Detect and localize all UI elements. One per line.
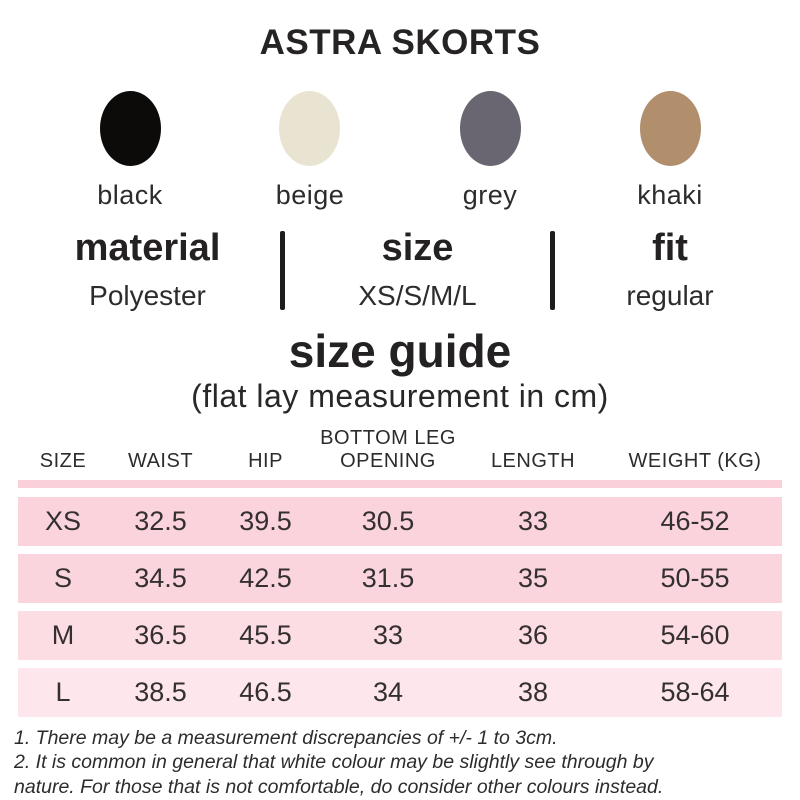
cell-m-length: 36 (517, 619, 549, 650)
page-title: ASTRA SKORTS (259, 23, 541, 62)
cell-s-bottom-leg-opening: 31.5 (361, 562, 415, 593)
cell-s-waist: 34.5 (134, 562, 187, 593)
grey-color-swatch-icon (460, 91, 521, 166)
cell-xs-bottom-leg-opening: 30.5 (361, 505, 415, 536)
table-accent-bar (18, 480, 782, 488)
swatch-beige (276, 91, 345, 211)
attribute-material-label: material (74, 227, 221, 269)
swatch-label-beige: beige (275, 180, 345, 210)
footnotes (14, 726, 714, 800)
attributes-row (15, 227, 785, 312)
swatch-khaki (637, 91, 703, 211)
swatch-label-black: black (97, 180, 163, 210)
cell-m-waist: 36.5 (134, 619, 187, 650)
table-row-l (18, 668, 782, 717)
attribute-size-value: XS/S/M/L (358, 279, 477, 311)
cell-l-size: L (55, 676, 71, 707)
khaki-color-swatch-icon (640, 91, 701, 166)
cell-s-length: 35 (517, 562, 549, 593)
swatch-label-khaki: khaki (637, 180, 703, 210)
cell-m-weight: 54-60 (660, 619, 730, 650)
cell-m-size: M (51, 619, 75, 650)
cell-xs-length: 33 (517, 505, 549, 536)
table-row-s (18, 554, 782, 603)
cell-l-weight: 58-64 (660, 676, 730, 707)
cell-xs-hip: 39.5 (239, 505, 292, 536)
header-cell-size: SIZE (39, 449, 87, 472)
cell-l-hip: 46.5 (239, 676, 292, 707)
cell-s-hip: 42.5 (239, 562, 292, 593)
cell-l-waist: 38.5 (134, 676, 187, 707)
attribute-fit-label: fit (652, 227, 688, 269)
attribute-size-label: size (381, 227, 454, 269)
black-color-swatch-icon (100, 91, 161, 166)
cell-xs-waist: 32.5 (134, 505, 187, 536)
table-row-m (18, 611, 782, 660)
color-swatch-row (40, 91, 760, 211)
header-cell-hip: HIP (248, 449, 283, 472)
beige-color-swatch-icon (279, 91, 340, 166)
attribute-fit-value: regular (626, 279, 714, 311)
cell-s-weight: 50-55 (660, 562, 730, 593)
attribute-fit (555, 227, 785, 312)
cell-m-hip: 45.5 (239, 619, 292, 650)
size-guide-table (18, 427, 782, 717)
attribute-material (15, 227, 280, 312)
footnote-1: 1. There may be a measurement discrepancies of +/- 1 to 3cm. (14, 726, 558, 749)
table-row-xs (18, 497, 782, 546)
attribute-size (285, 227, 550, 312)
header-cell-waist: WAIST (127, 449, 194, 472)
swatch-grey (460, 91, 521, 211)
header-cell-length: LENGTH (490, 449, 576, 472)
cell-l-length: 38 (517, 676, 549, 707)
attribute-material-value: Polyester (89, 279, 206, 311)
header-cell-weight: WEIGHT (KG) (628, 449, 762, 472)
swatch-label-grey: grey (462, 180, 518, 210)
cell-xs-size: XS (44, 505, 82, 536)
footnote-2: 2. It is common in general that white colour may be slightly see through by nature. For those that is not comfortable, do consider other colours instead. (14, 751, 664, 798)
cell-m-bottom-leg-opening: 33 (372, 619, 404, 650)
cell-xs-weight: 46-52 (660, 505, 730, 536)
size-guide-subheading: (flat lay measurement in cm) (191, 377, 609, 414)
size-guide-heading: size guide (288, 324, 512, 377)
swatch-black (97, 91, 163, 211)
table-header-row (18, 427, 782, 480)
header-cell-bottom-leg-opening: BOTTOM LEG OPENING (320, 426, 456, 472)
cell-l-bottom-leg-opening: 34 (372, 676, 404, 707)
cell-s-size: S (53, 562, 72, 593)
